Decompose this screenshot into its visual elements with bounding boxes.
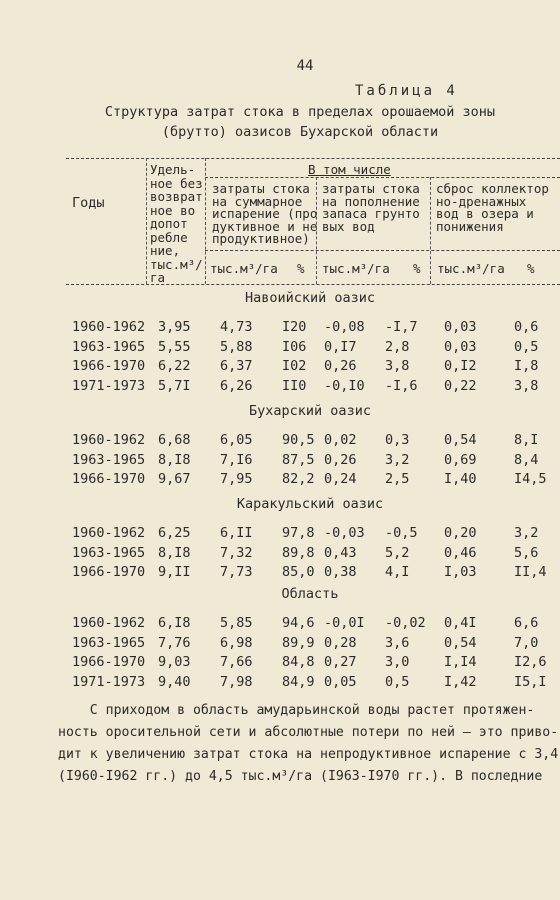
header-specific-line: возврат (150, 189, 203, 204)
header-unit: % (527, 261, 535, 276)
row-value: I4,5 (514, 471, 547, 487)
row-value: 5,88 (220, 338, 253, 355)
row-years: 1960-1962 (72, 432, 146, 448)
row-years: 1963-1965 (72, 544, 146, 561)
row-value: II,4 (514, 564, 547, 580)
header-drain-line: вод в озера и (436, 206, 534, 221)
row-value: 0,I7 (324, 338, 357, 355)
row-value: -0,5 (385, 525, 418, 541)
header-specific-line: ребле (150, 229, 188, 245)
table-row (0, 564, 560, 584)
row-value: 9,40 (158, 673, 191, 690)
row-value: 8,4 (514, 451, 539, 468)
header-specific-line: Удель- (150, 162, 196, 177)
row-value: 7,I6 (220, 451, 253, 468)
paragraph-line: (I960-I962 гг.) до 4,5 тыс.м³/га (I963-I970 гг.). В последние (58, 769, 543, 784)
section-title: Бухарский оазис (249, 403, 371, 419)
row-value: 3,6 (385, 634, 410, 651)
row-value: -0,02 (385, 615, 426, 631)
row-value: 6,68 (158, 432, 191, 448)
column-divider (205, 158, 206, 284)
row-value: 0,3 (385, 432, 410, 448)
table-row (0, 545, 560, 565)
header-replen-line: запаса грунто (322, 206, 420, 221)
row-value: I,03 (444, 564, 477, 580)
row-value: 7,66 (220, 654, 253, 670)
row-value: 6,37 (220, 358, 253, 374)
units-rule (205, 250, 560, 251)
row-value: 8,I8 (158, 544, 191, 561)
row-value: II0 (282, 377, 307, 394)
row-value: 5,55 (158, 338, 191, 355)
row-value: 7,32 (220, 544, 253, 561)
row-value: 7,76 (158, 634, 191, 651)
row-value: I06 (282, 338, 307, 355)
subgroup-rule (205, 177, 560, 178)
row-years: 1971-1973 (72, 673, 146, 690)
table-title-line-1: Структура затрат стока в пределах орошаемой зоны (104, 104, 496, 120)
row-value: 0,5 (514, 338, 539, 355)
paragraph-line: ность оросительной сети и абсолютные потери по ней – это приво- (58, 725, 559, 740)
section-title: Каракульский оазис (236, 496, 384, 512)
row-value: 3,95 (158, 319, 191, 335)
table-row (0, 432, 560, 452)
row-value: 90,5 (282, 432, 315, 448)
row-value: 7,73 (220, 564, 253, 580)
column-divider (430, 177, 431, 284)
row-value: 9,II (158, 564, 191, 580)
table-row (0, 378, 560, 398)
row-value: 0,03 (444, 319, 477, 335)
row-years: 1960-1962 (72, 615, 146, 631)
table-row (0, 319, 560, 339)
section-title: Навоийский оазис (244, 290, 376, 306)
table-top-rule (66, 158, 560, 159)
row-value: I2,6 (514, 654, 547, 670)
row-years: 1966-1970 (72, 654, 146, 670)
row-value: -0,03 (324, 525, 365, 541)
row-value: 0,20 (444, 525, 477, 541)
row-value: 0,54 (444, 432, 477, 448)
header-replen-line: на пополнение (322, 193, 420, 209)
row-value: 0,69 (444, 451, 477, 468)
row-value: 0,05 (324, 673, 357, 690)
header-evap-line: затраты стока (212, 181, 310, 196)
row-value: 5,7I (158, 377, 191, 394)
header-specific-line: ние, (150, 243, 181, 258)
row-value: 3,8 (514, 377, 539, 394)
table-row (0, 525, 560, 545)
row-value: 3,8 (385, 358, 410, 374)
row-value: -I,7 (385, 319, 418, 335)
header-unit: % (297, 261, 305, 276)
row-value: I,I4 (444, 654, 477, 670)
table-row (0, 615, 560, 635)
header-drain-line: понижения (436, 218, 504, 234)
paragraph-line: С приходом в область амударьинской воды растет протяжен- (58, 703, 535, 718)
row-value: 6,II (220, 525, 253, 541)
row-value: I5,I (514, 673, 547, 690)
row-value: 0,46 (444, 544, 477, 561)
row-value: 82,2 (282, 471, 315, 487)
section-title: Область (281, 586, 339, 602)
row-value: -0,I0 (324, 377, 365, 394)
row-value: 0,54 (444, 634, 477, 651)
header-evap-line: испарение (про (212, 206, 318, 221)
header-drain-line: сброс коллектор (436, 181, 549, 196)
header-unit: % (413, 261, 421, 276)
row-value: I02 (282, 358, 307, 374)
table-label: Таблица 4 (355, 83, 458, 99)
row-years: 1960-1962 (72, 525, 146, 541)
row-value: 8,I (514, 432, 539, 448)
table-row (0, 654, 560, 674)
header-specific-line: ное во (150, 202, 196, 218)
row-value: 7,0 (514, 634, 539, 651)
row-value: 2,5 (385, 471, 410, 487)
row-value: 6,22 (158, 358, 191, 374)
row-value: 8,I8 (158, 451, 191, 468)
row-value: 3,0 (385, 654, 410, 670)
table-title-line-2: (брутто) оазисов Бухарской области (161, 124, 439, 140)
row-value: I,8 (514, 358, 539, 374)
table-row (0, 674, 560, 694)
row-years: 1963-1965 (72, 451, 146, 468)
row-value: 6,6 (514, 615, 539, 631)
row-value: 0,5 (385, 673, 410, 690)
row-value: 0,4I (444, 615, 477, 631)
row-value: 84,9 (282, 673, 315, 690)
header-evap-line: дуктивное и не (212, 218, 318, 234)
page-number: 44 (296, 58, 314, 74)
row-value: 6,26 (220, 377, 253, 394)
header-evap-line: на суммарное (212, 193, 303, 209)
row-value: 89,9 (282, 634, 315, 651)
paragraph-line: дит к увеличению затрат стока на непродуктивное испарение с 3,4 (58, 747, 559, 762)
row-value: 0,26 (324, 451, 357, 468)
header-specific-line: га (150, 270, 166, 285)
header-years: Годы (72, 195, 105, 211)
header-replen-line: вых вод (322, 218, 375, 234)
header-drain-line: но-дренажных (436, 193, 527, 209)
row-value: 0,24 (324, 471, 357, 487)
row-value: 6,05 (220, 432, 253, 448)
header-evap-line: продуктивное) (212, 231, 310, 246)
row-years: 1966-1970 (72, 471, 146, 487)
row-value: 5,6 (514, 544, 539, 561)
row-value: 0,43 (324, 544, 357, 561)
row-value: -0,08 (324, 319, 365, 335)
row-years: 1966-1970 (72, 564, 146, 580)
row-value: 6,98 (220, 634, 253, 651)
row-years: 1971-1973 (72, 377, 146, 394)
row-value: -0,0I (324, 615, 365, 631)
header-specific-line: тыс.м³/ (150, 256, 203, 272)
row-value: 94,6 (282, 615, 315, 631)
row-value: 87,5 (282, 451, 315, 468)
row-years: 1960-1962 (72, 319, 146, 335)
row-value: 0,6 (514, 319, 539, 335)
row-value: 0,28 (324, 634, 357, 651)
header-bottom-rule (66, 284, 560, 285)
row-value: I,42 (444, 673, 477, 690)
row-value: 85,0 (282, 564, 315, 580)
table-row (0, 635, 560, 655)
row-value: 6,25 (158, 525, 191, 541)
row-value: 3,2 (514, 525, 539, 541)
row-value: 3,2 (385, 451, 410, 468)
header-specific-line: ное без (150, 175, 203, 191)
table-row (0, 358, 560, 378)
table-row (0, 471, 560, 491)
table-row (0, 339, 560, 359)
row-value: 7,98 (220, 673, 253, 690)
row-value: I,40 (444, 471, 477, 487)
row-value: 0,38 (324, 564, 357, 580)
row-value: 0,02 (324, 432, 357, 448)
row-value: I20 (282, 319, 307, 335)
row-value: 89,8 (282, 544, 315, 561)
row-value: 6,I8 (158, 615, 191, 631)
header-unit: тыс.м³/га (437, 261, 505, 276)
row-value: 4,I (385, 564, 410, 580)
row-value: 84,8 (282, 654, 315, 670)
header-unit: тыс.м³/га (322, 261, 390, 276)
table-row (0, 452, 560, 472)
row-years: 1963-1965 (72, 338, 146, 355)
row-years: 1966-1970 (72, 358, 146, 374)
header-unit: тыс.м³/га (210, 261, 278, 276)
row-value: 97,8 (282, 525, 315, 541)
row-value: 4,73 (220, 319, 253, 335)
column-divider (146, 158, 147, 284)
row-value: 9,03 (158, 654, 191, 670)
row-years: 1963-1965 (72, 634, 146, 651)
row-value: -I,6 (385, 377, 418, 394)
row-value: 0,27 (324, 654, 357, 670)
row-value: 9,67 (158, 471, 191, 487)
header-replen-line: затраты стока (322, 181, 420, 196)
row-value: 0,26 (324, 358, 357, 374)
header-incl: В том числе (308, 162, 391, 177)
row-value: 7,95 (220, 471, 253, 487)
header-specific-line: допот (150, 216, 188, 231)
row-value: 0,03 (444, 338, 477, 355)
row-value: 2,8 (385, 338, 410, 355)
row-value: 0,22 (444, 377, 477, 394)
row-value: 5,2 (385, 544, 410, 561)
row-value: 0,I2 (444, 358, 477, 374)
row-value: 5,85 (220, 615, 253, 631)
